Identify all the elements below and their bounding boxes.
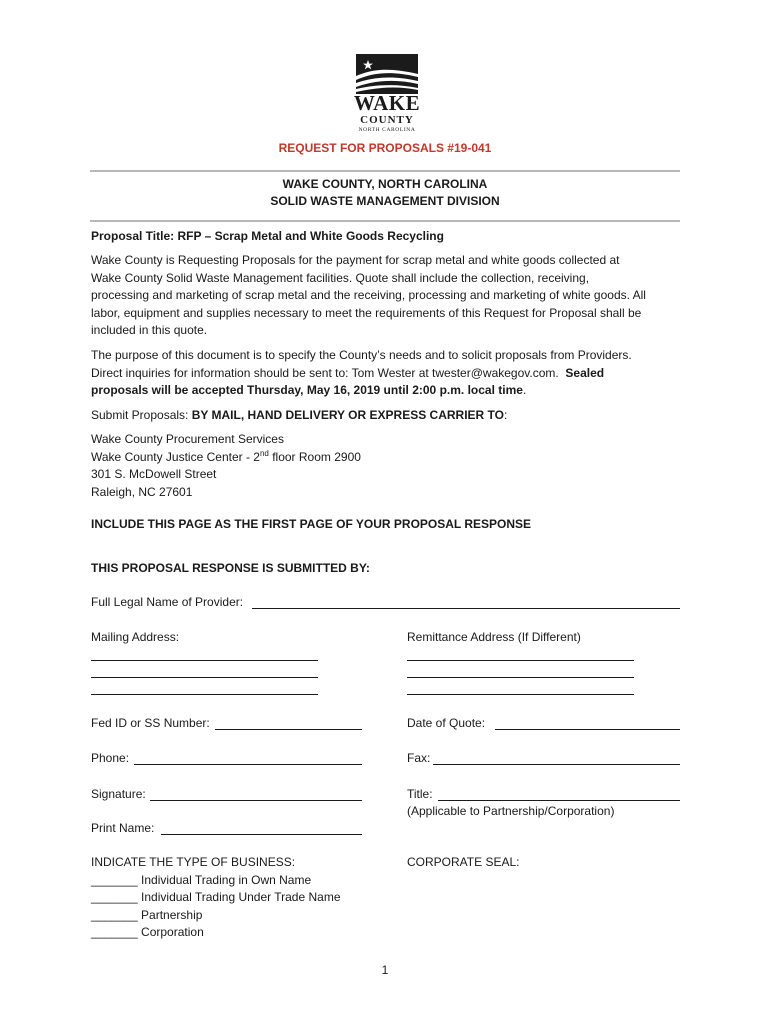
mailing-address-field[interactable] — [91, 694, 318, 695]
address-line: 301 S. McDowell Street — [91, 467, 217, 481]
include-page-notice: INCLUDE THIS PAGE AS THE FIRST PAGE OF YOUR PROPOSAL RESPONSE — [91, 517, 532, 531]
remittance-address-field[interactable] — [407, 660, 634, 661]
divider-bottom — [90, 220, 680, 222]
logo-county-text: COUNTY — [360, 114, 414, 126]
signature-field[interactable] — [150, 800, 362, 801]
fed-id-field[interactable] — [215, 729, 362, 730]
address-line — [91, 449, 361, 467]
rfp-number-title: REQUEST FOR PROPOSALS #19-041 — [278, 141, 492, 155]
mailing-address-label: Mailing Address: — [91, 630, 180, 644]
title-note: (Applicable to Partnership/Corporation) — [407, 804, 615, 818]
mailing-address-field[interactable] — [91, 677, 318, 678]
wake-county-logo — [350, 52, 424, 134]
submit-colon: : — [504, 408, 508, 422]
mailing-address-field[interactable] — [91, 660, 318, 661]
header-division: SOLID WASTE MANAGEMENT DIVISION — [270, 194, 500, 208]
flag-star-logo-mark — [356, 54, 418, 94]
purpose-line: The purpose of this document is to specify the County’s needs and to solicit proposals from Providers. — [91, 348, 632, 362]
address-ordinal: nd — [259, 448, 269, 458]
business-type-heading: INDICATE THE TYPE OF BUSINESS: — [91, 855, 296, 869]
print-name-field[interactable] — [161, 834, 362, 835]
address-building: Wake County Justice Center - 2 — [91, 449, 260, 464]
address-line: Wake County Procurement Services — [91, 432, 284, 446]
remittance-address-field[interactable] — [407, 677, 634, 678]
corporate-seal-label: CORPORATE SEAL: — [407, 855, 520, 869]
purpose-line — [91, 365, 604, 383]
title-field[interactable] — [438, 800, 680, 801]
phone-field[interactable] — [134, 764, 362, 765]
business-option[interactable]: _______ Individual Trading Under Trade Name — [91, 890, 341, 904]
inquiry-contact-text: Direct inquiries for information should be sent to: Tom Wester at twester@wakegov.com. — [91, 365, 566, 380]
intro-line: processing and marketing of scrap metal and the receiving, processing and marketing of white goods. All — [91, 288, 646, 302]
date-of-quote-field[interactable] — [495, 729, 680, 730]
intro-line: Wake County is Requesting Proposals for the payment for scrap metal and white goods collected at — [91, 253, 620, 267]
fed-id-label: Fed ID or SS Number: — [91, 716, 210, 730]
submit-method: BY MAIL, HAND DELIVERY OR EXPRESS CARRIER TO — [191, 408, 504, 422]
fax-field[interactable] — [433, 764, 680, 765]
date-of-quote-label: Date of Quote: — [407, 716, 486, 730]
intro-line: labor, equipment and supplies necessary to meet the requirements of this Request for Proposal shall be — [91, 305, 642, 320]
print-name-label: Print Name: — [91, 821, 155, 835]
purpose-line — [91, 382, 526, 400]
address-room: floor Room 2900 — [268, 449, 361, 464]
remittance-address-field[interactable] — [407, 694, 634, 695]
title-label: Title: — [407, 787, 433, 801]
business-option[interactable]: _______ Corporation — [91, 925, 204, 939]
business-option[interactable]: _______ Partnership — [91, 907, 203, 922]
fax-label: Fax: — [407, 751, 431, 765]
intro-line: Wake County Solid Waste Management facilities. Quote shall include the collection, receiving, — [91, 270, 590, 285]
legal-name-field[interactable] — [252, 608, 680, 609]
submitted-by-heading: THIS PROPOSAL RESPONSE IS SUBMITTED BY: — [91, 561, 370, 575]
phone-label: Phone: — [91, 751, 130, 765]
proposal-title: Proposal Title: RFP – Scrap Metal and White Goods Recycling — [91, 229, 444, 243]
submit-proposals-line — [91, 407, 507, 425]
logo-state-text: NORTH CAROLINA — [358, 127, 416, 133]
submit-label: Submit Proposals: — [91, 408, 192, 422]
business-option[interactable]: _______ Individual Trading in Own Name — [91, 872, 312, 887]
deadline-text: proposals will be accepted Thursday, May 16, 2019 until 2:00 p.m. local time — [91, 383, 523, 397]
header-county: WAKE COUNTY, NORTH CAROLINA — [282, 177, 488, 191]
page-number: 1 — [381, 963, 389, 977]
intro-line: included in this quote. — [91, 323, 208, 337]
deadline-text-start: Sealed — [565, 365, 605, 380]
legal-name-label: Full Legal Name of Provider: — [91, 595, 244, 609]
remittance-address-label: Remittance Address (If Different) — [407, 630, 581, 644]
signature-label: Signature: — [91, 787, 146, 801]
logo-wake-text: WAKE — [353, 91, 421, 115]
deadline-period: . — [522, 383, 527, 397]
address-line: Raleigh, NC 27601 — [91, 484, 193, 499]
divider-top — [90, 170, 680, 172]
